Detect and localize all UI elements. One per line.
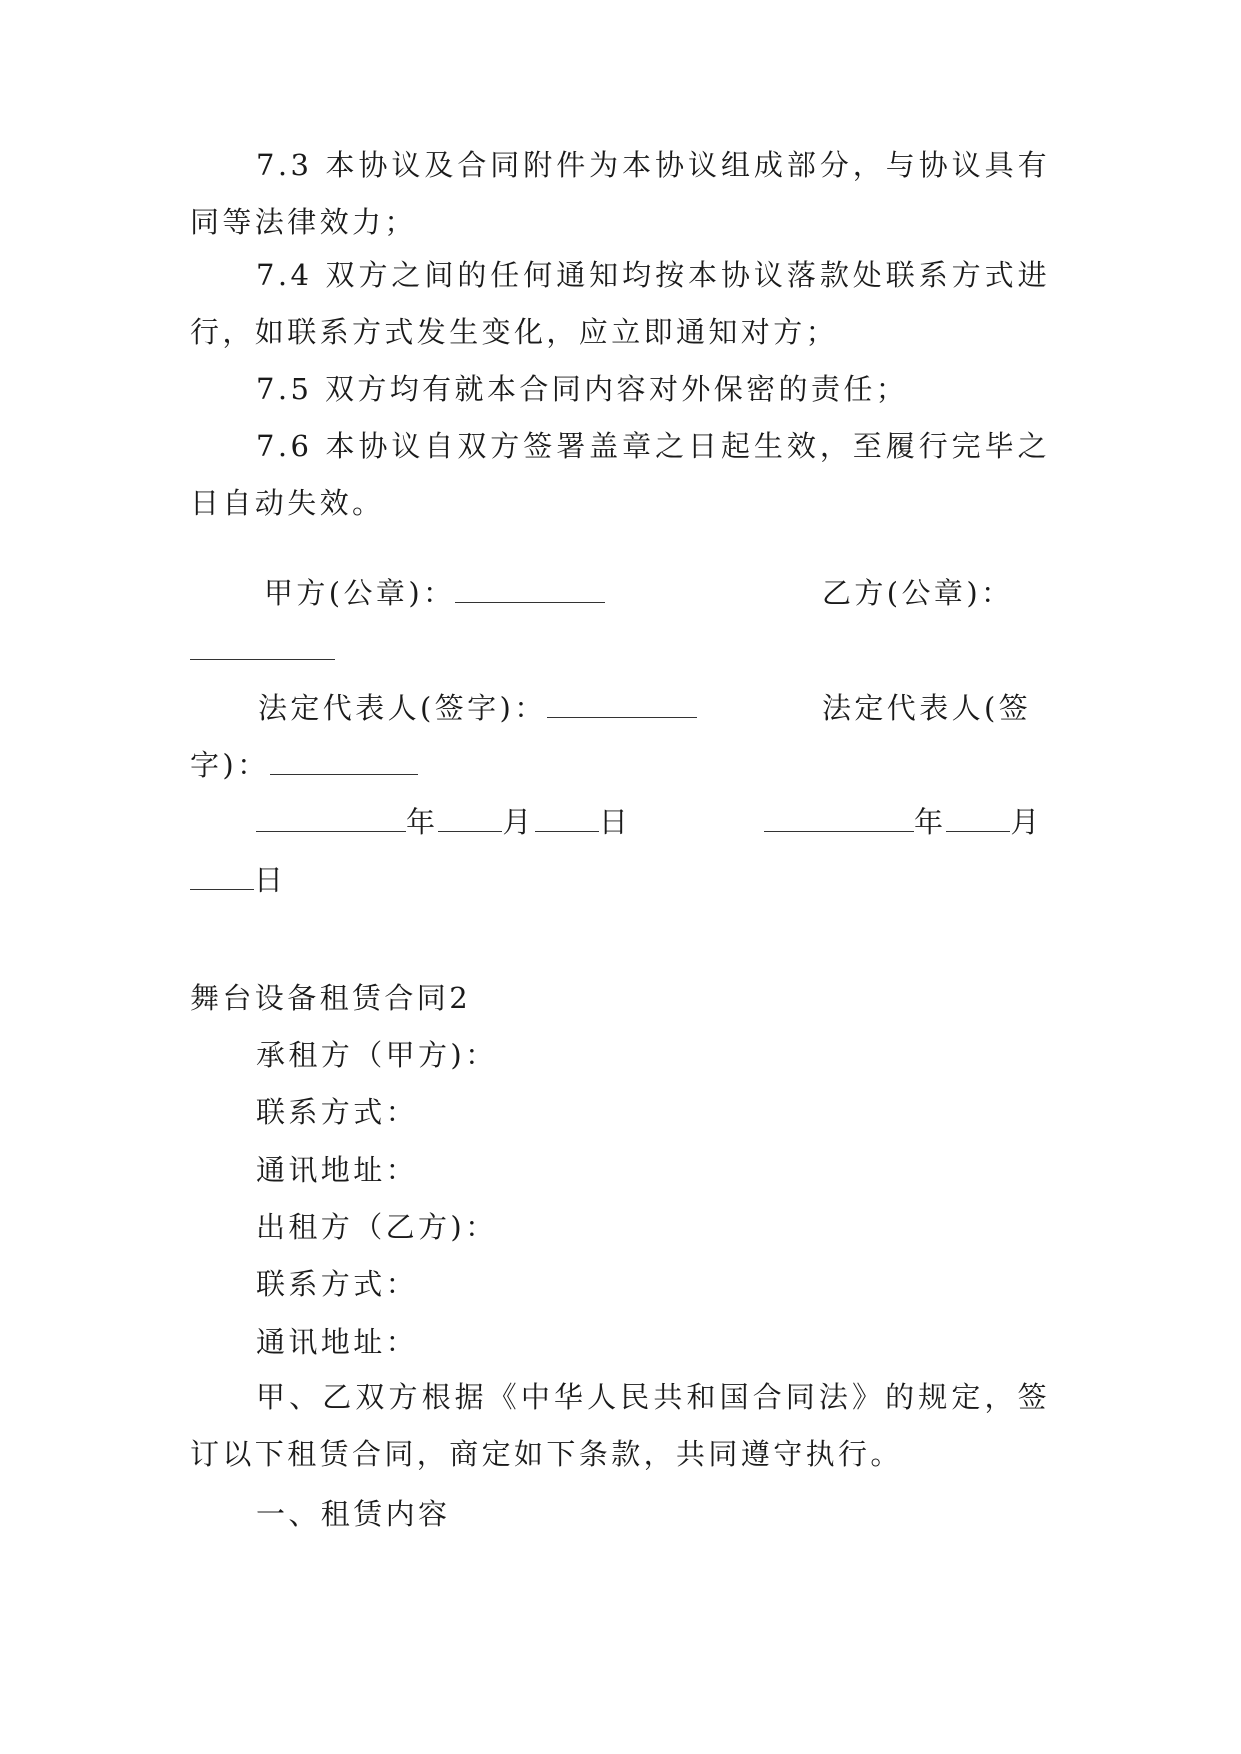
date-b-line-cont (190, 860, 286, 900)
date-a-year-label: 年 (406, 805, 439, 839)
date-b-day-blank (190, 888, 254, 890)
date-a-day-label: 日 (598, 805, 632, 839)
lessor-label: 出租方（乙方)： (256, 1210, 498, 1244)
rep-a-label: 法定代表人(签字)： (258, 691, 547, 725)
clause-7-4: 7.4 双方之间的任何通知均按本协议落款处联系方式进行，如联系方式发生变化，应立即通知对方； (190, 258, 1050, 349)
contract2-intro: 甲、乙双方根据《中华人民共和国合同法》的规定，签订以下租赁合同，商定如下条款，共同遵守执行。 (190, 1380, 1050, 1471)
party-b-seal-blank (190, 658, 335, 660)
clause-7-3: 7.3 本协议及合同附件为本协议组成部分，与协议具有同等法律效力； (190, 148, 1050, 239)
rep-b-line (822, 688, 1031, 728)
date-b-month-label: 月 (1010, 805, 1043, 839)
lessor-contact-label: 联系方式： (256, 1267, 419, 1301)
party-b-seal-label: 乙方(公章)： (822, 576, 1014, 610)
date-a-line (256, 802, 631, 842)
date-a-month-blank (438, 830, 502, 832)
date-a-year-blank (256, 830, 406, 832)
party-a-seal-label: 甲方(公章)： (264, 576, 456, 610)
lessee-label: 承租方（甲方)： (256, 1038, 498, 1072)
lessee-contact-label: 联系方式： (256, 1095, 419, 1129)
rep-b-label-part1: 法定代表人(签 (822, 691, 1032, 725)
section-1-heading: 一、租赁内容 (256, 1497, 451, 1531)
date-b-day-label: 日 (254, 863, 287, 897)
date-b-month-blank (946, 830, 1010, 832)
clause-7-5: 7.5 双方均有就本合同内容对外保密的责任； (256, 372, 909, 406)
rep-a-line (258, 688, 697, 728)
rep-a-blank (547, 716, 697, 718)
date-a-day-blank (535, 830, 599, 832)
party-b-seal-line (822, 573, 1013, 613)
party-b-seal-blank-line (190, 630, 335, 670)
contract2-title: 舞台设备租赁合同2 (190, 981, 472, 1015)
date-b-year-label: 年 (914, 805, 947, 839)
rep-b-label-part2: 字)： (190, 748, 270, 782)
party-a-seal-line (264, 573, 605, 613)
clause-7-6: 7.6 本协议自双方签署盖章之日起生效，至履行完毕之日自动失效。 (190, 429, 1050, 520)
lessor-address-label: 通讯地址： (256, 1325, 419, 1359)
rep-b-line-cont (190, 745, 418, 785)
date-a-month-label: 月 (502, 805, 535, 839)
lessee-address-label: 通讯地址： (256, 1153, 419, 1187)
party-a-seal-blank (455, 601, 605, 603)
date-b-line (764, 802, 1043, 842)
rep-b-blank (270, 773, 418, 775)
date-b-year-blank (764, 830, 914, 832)
